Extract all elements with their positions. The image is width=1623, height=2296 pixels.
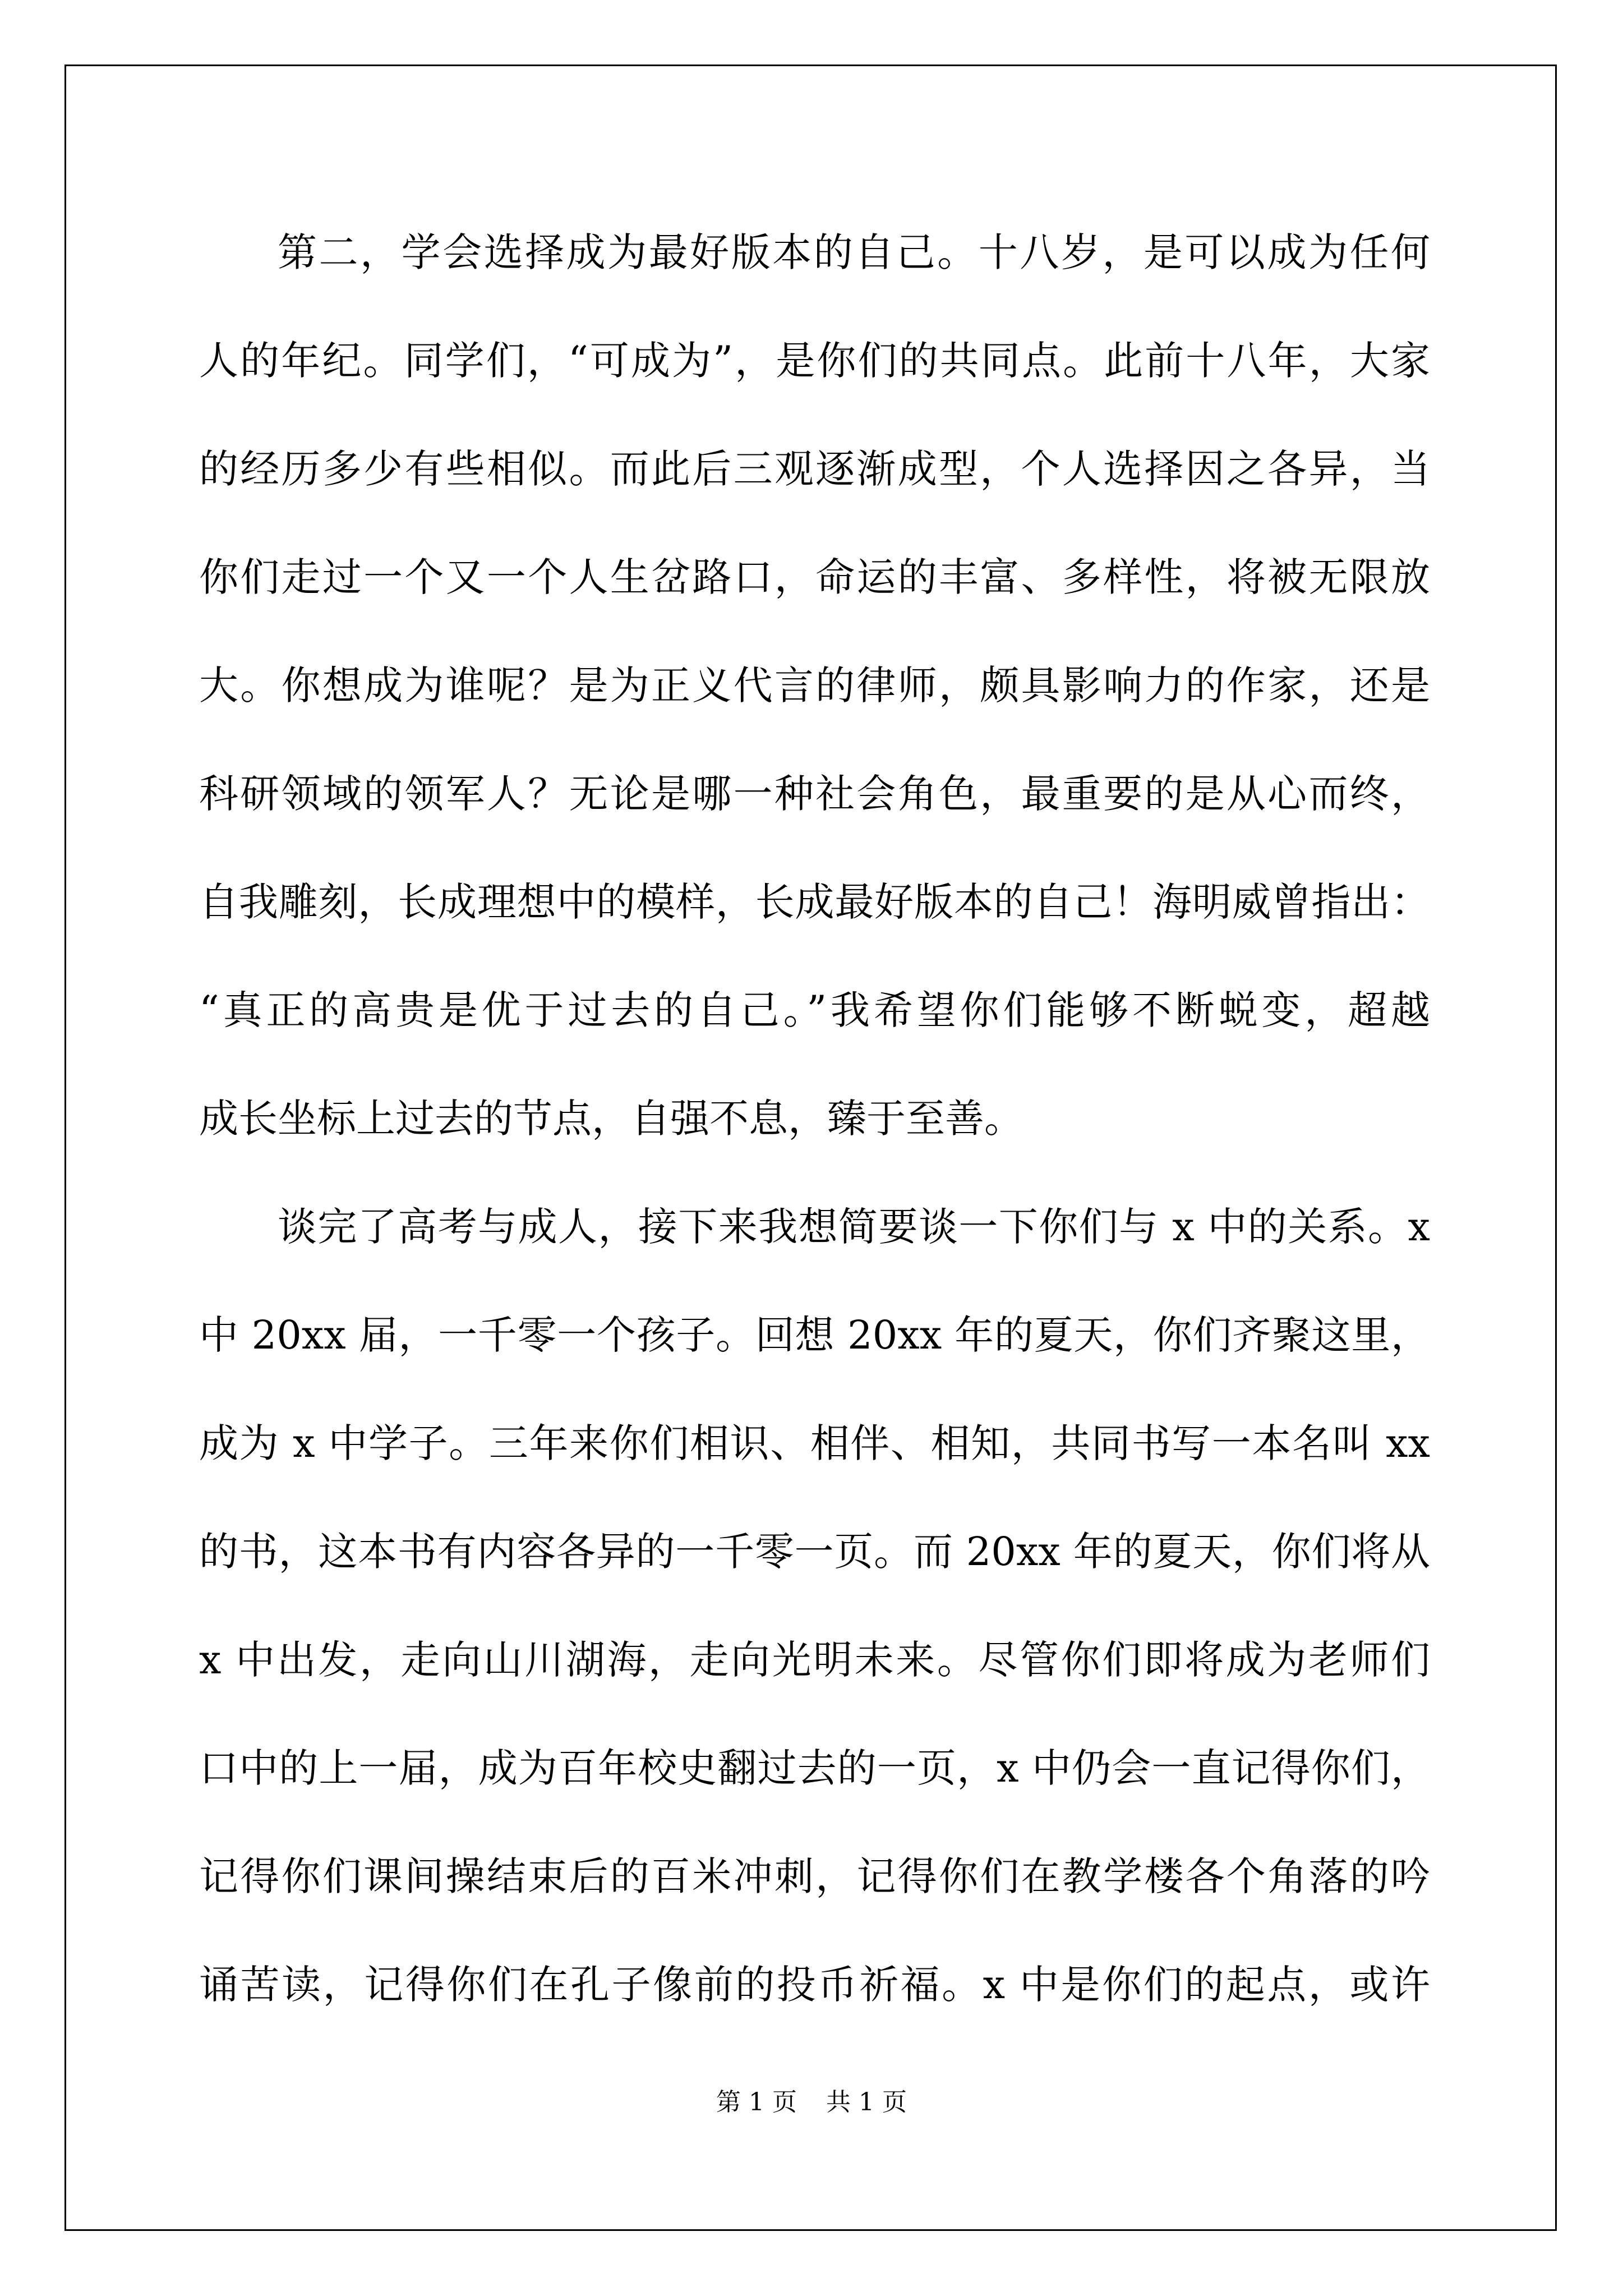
paragraph-1-line-6: 科研领域的领军人？无论是哪一种社会角色，最重要的是从心而终， [199,771,1430,817]
paragraph-2-line-5: x 中出发，走向山川湖海，走向光明未来。尽管你们即将成为老师们 [199,1637,1430,1683]
paragraph-1-line-7: 自我雕刻，长成理想中的模样，长成最好版本的自己！海明威曾指出： [199,879,1430,925]
paragraph-2-line-3: 成为 x 中学子。三年来你们相识、相伴、相知，共同书写一本名叫 xx [199,1420,1430,1466]
paragraph-1-line-9: 成长坐标上过去的节点，自强不息，臻于至善。 [199,1096,1023,1142]
paragraph-1-line-5: 大。你想成为谁呢？是为正义代言的律师，颇具影响力的作家，还是 [199,662,1430,708]
paragraph-2-line-1: 谈完了高考与成人，接下来我想简要谈一下你们与 x 中的关系。x [278,1204,1430,1250]
paragraph-1-line-1: 第二，学会选择成为最好版本的自己。十八岁，是可以成为任何 [278,229,1430,275]
document-body [199,213,1430,2054]
page-footer [0,2086,1623,2119]
paragraph-1-line-8: “真正的高贵是优于过去的自己。”我希望你们能够不断蜕变，超越 [199,987,1430,1033]
paragraph-2-line-8: 诵苦读，记得你们在孔子像前的投币祈福。x 中是你们的起点，或许 [199,1962,1430,2008]
paragraph-2-line-6: 口中的上一届，成为百年校史翻过去的一页，x 中仍会一直记得你们， [199,1745,1430,1791]
paragraph-1-line-2: 人的年纪。同学们，“可成为”，是你们的共同点。此前十八年，大家 [199,338,1430,384]
page-number-total: 共 1 页 [826,2088,907,2116]
paragraph-1-line-4: 你们走过一个又一个人生岔路口，命运的丰富、多样性，将被无限放 [199,554,1430,600]
paragraph-2-line-4: 的书，这本书有内容各异的一千零一页。而 20xx 年的夏天，你们将从 [199,1529,1430,1575]
paragraph-2-line-2: 中 20xx 届，一千零一个孩子。回想 20xx 年的夏天，你们齐聚这里， [199,1312,1430,1358]
paragraph-2-line-7: 记得你们课间操结束后的百米冲刺，记得你们在教学楼各个角落的吟 [199,1853,1430,1899]
paragraph-1-line-3: 的经历多少有些相似。而此后三观逐渐成型，个人选择因之各异，当 [199,446,1430,492]
page-number-current: 第 1 页 [716,2088,797,2116]
